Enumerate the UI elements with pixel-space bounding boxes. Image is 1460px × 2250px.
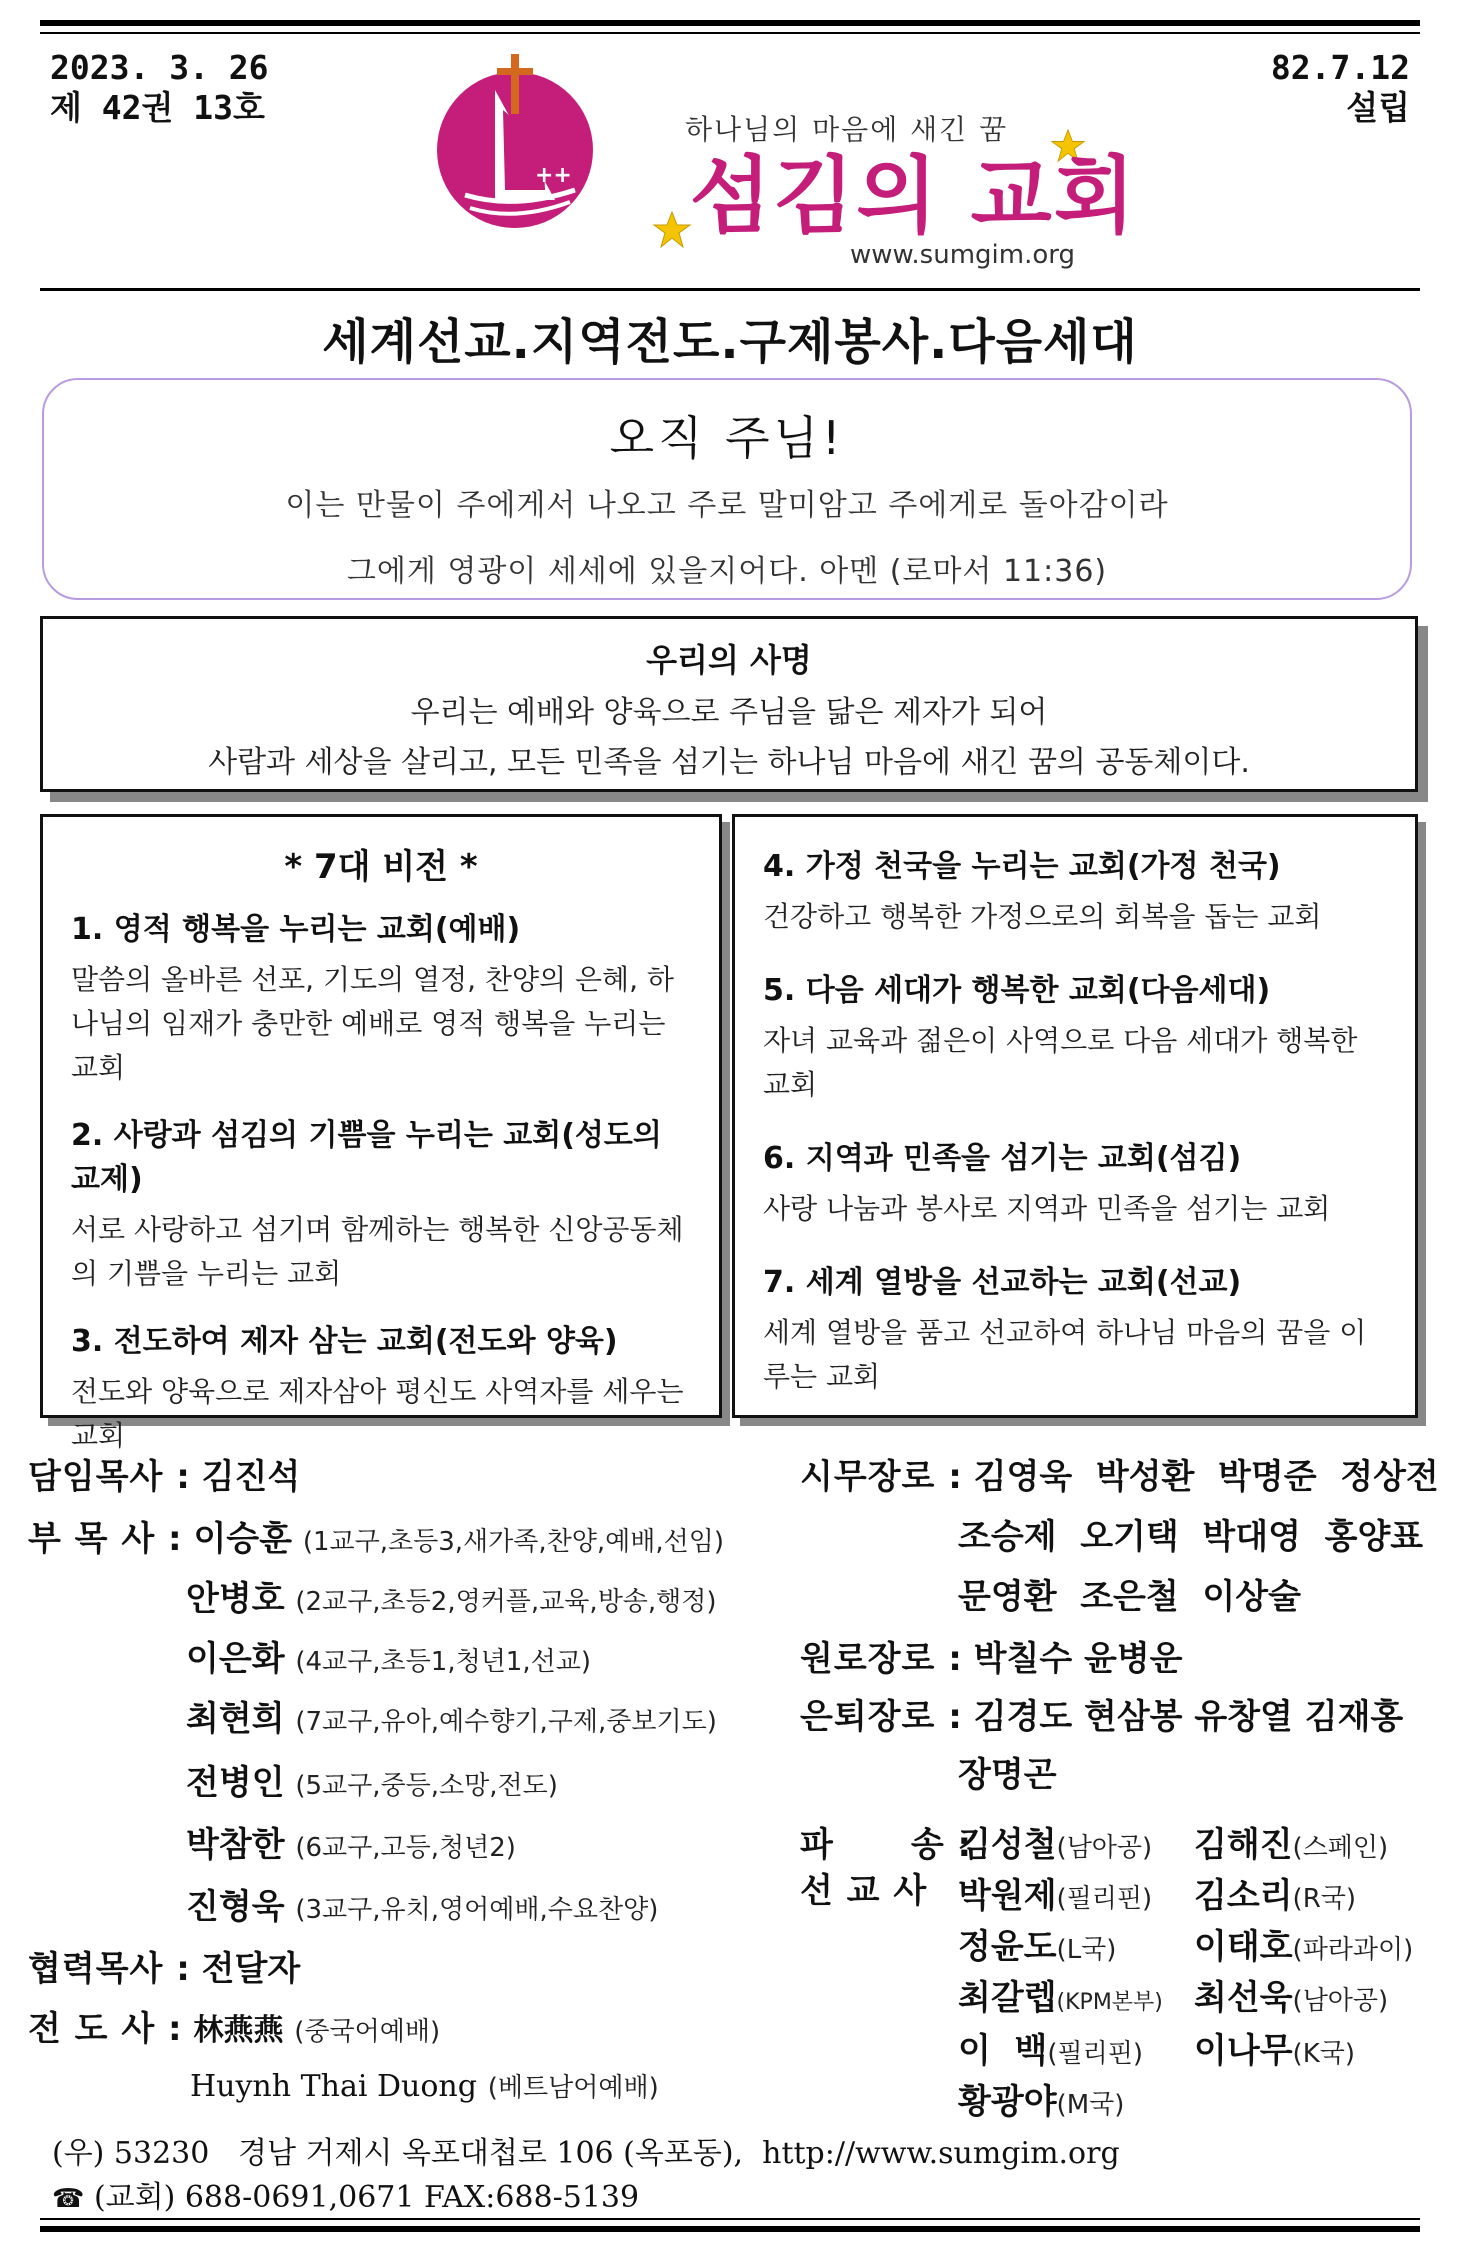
assoc-pastor-row [28,1579,788,1642]
vision-item-desc: 건강하고 행복한 가정으로의 회복을 돕는 교회 [763,900,1322,933]
mission-box [40,616,1418,792]
missionary-entry [958,1876,1194,1916]
vision-heading: * 7대 비전 * [284,847,478,887]
assoc-pastor-name: 이은화 [186,1639,285,1679]
elders-names: 조승제 오기택 박대영 홍양표 [958,1517,1424,1557]
senior-pastor-name: 김진석 [201,1457,301,1497]
missionary-country: (K국) [1292,2039,1355,2069]
honorary-elders-label: 원로장로 : [800,1639,963,1679]
verse-line-2: 그에게 영광이 세세에 있을지어다. 아멘 (로마서 11:36) [346,554,1108,589]
vision-item-title: 1. 영적 행복을 누리는 교회(예배) [71,912,521,947]
assoc-pastor-row [28,1825,788,1890]
elders-row [800,1517,1440,1580]
elders-names: 문영환 조은철 이상술 [958,1577,1301,1617]
vision-item-desc: 세계 열방을 품고 선교하여 하나님 마음의 꿈을 이루는 교회 [763,1316,1367,1393]
assoc-pastor-row [28,1639,788,1702]
elders-label: 시무장로 : [800,1457,963,1497]
vision-item-title: 5. 다음 세대가 행복한 교회(다음세대) [763,973,1271,1008]
evangelist-name: 林燕燕 [193,2013,284,2048]
vision-item-desc: 서로 사랑하고 섬기며 함께하는 행복한 신앙공동체의 기쁨을 누리는 교회 [71,1213,684,1290]
retired-elders-row [800,1755,1440,1828]
staff-right [800,1457,1440,2122]
logo-name: 섬김의 교회 [690,147,1137,245]
star-icon-left [652,210,692,250]
top-rule-thick [40,20,1420,26]
assoc-pastor-note: (6교구,고등,청년2) [295,1833,516,1863]
header-rule [40,288,1420,291]
missionary-country: (L국) [1056,1935,1117,1965]
evangelist-label: 전 도 사 : [28,2009,183,2049]
missionary-country: (필리핀) [1056,1884,1153,1914]
retired-elders-names: 김경도 현삼봉 유창열 김재홍 [973,1697,1404,1737]
church-logo-emblem [425,50,605,230]
missionary-entry [1194,2031,1448,2071]
assoc-pastor-name: 이승훈 [193,1519,292,1559]
evangelist-note: (베트남어예배) [487,2073,659,2103]
missionary-name: 최선욱 [1194,1978,1293,2018]
missionary-entry [1194,1876,1448,1916]
coop-pastor-label: 협력목사 : [28,1949,191,1989]
footer-phone: (교회) 688-0691,0671 FAX:688-5139 [93,2180,640,2215]
founded-date: 82.7.12 [1270,48,1410,87]
missionary-name: 김해진 [1194,1825,1293,1865]
vision-item-desc: 자녀 교육과 젊은이 사역으로 다음 세대가 행복한 교회 [763,1024,1358,1101]
vision-box-right [732,814,1418,1418]
missionary-entry [958,2031,1194,2071]
verse-title: 오직 주님! [609,411,845,465]
missionary-country: (KPM본부) [1056,1990,1163,2015]
assoc-pastor-row [28,1519,788,1582]
svg-text:++: ++ [535,163,572,188]
evangelist-name: Huynh Thai Duong [190,2069,477,2104]
founded-info [1210,48,1410,128]
missionary-country: (R국) [1292,1884,1357,1914]
bottom-rule-thick [40,2226,1420,2232]
elders-row [800,1577,1440,1642]
assoc-pastor-note: (3교구,유치,영어예배,수요찬양) [295,1895,659,1925]
missionary-entry [1194,1927,1448,1967]
missionary-name: 김성철 [958,1825,1057,1865]
missionary-country: (남아공) [1056,1833,1153,1863]
assoc-pastor-row [28,1763,788,1828]
missionary-name: 박원제 [958,1876,1057,1916]
vision-item [763,841,1387,939]
missionary-country: (M국) [1056,2090,1125,2120]
vision-item [763,965,1387,1107]
senior-pastor-row [28,1457,788,1522]
founded-label: 설립 [1346,88,1410,127]
staff-left [28,1457,788,2124]
vision-item-desc: 말씀의 올바른 선포, 기도의 열정, 찬양의 은혜, 하나님의 임재가 충만한 예배로 영적 행복을 누리는 교회 [71,963,674,1084]
elders-row [800,1457,1440,1520]
missionary-country: (스페인) [1292,1833,1389,1863]
vision-item-title: 6. 지역과 민족을 섬기는 교회(섬김) [763,1141,1242,1176]
coop-pastor-row [28,1949,788,2012]
vision-item-desc: 전도와 양육으로 제자삼아 평신도 사역자를 세우는 교회 [71,1375,684,1452]
retired-elders-row [800,1697,1440,1758]
assoc-pastor-note: (1교구,초등3,새가족,찬양,예배,선임) [302,1527,725,1557]
footer-address: (우) 53230 경남 거제시 옥포대첩로 106 (옥포동), http://www.sumgim.org [52,2136,1120,2171]
missionary-name: 김소리 [1194,1876,1293,1916]
assoc-pastor-row [28,1887,788,1952]
footer-phone-row [52,2172,639,2216]
vision-item-desc: 사랑 나눔과 봉사로 지역과 민족을 섬기는 교회 [763,1192,1331,1225]
verse-box [42,378,1412,600]
assoc-pastor-name: 최현희 [186,1699,285,1739]
missionary-name: 정윤도 [958,1927,1057,1967]
missionary-name: 이 백 [958,2031,1048,2071]
vision-item [71,1316,691,1458]
senior-pastor-label: 담임목사 : [28,1457,191,1497]
logo-url: www.sumgim.org [850,240,1075,270]
honorary-elders-row [800,1639,1440,1700]
vision-item-title: 4. 가정 천국을 누리는 교회(가정 천국) [763,849,1281,884]
missionaries-label-1: 파 송 : [800,1825,973,1865]
retired-elders-label: 은퇴장로 : [800,1697,963,1737]
assoc-pastor-note: (4교구,초등1,청년1,선교) [295,1647,591,1677]
mission-line-1: 우리는 예배와 양육으로 주님을 닮은 제자가 되어 [410,695,1048,730]
vision-item [71,1110,691,1296]
vision-item-title: 2. 사랑과 섬김의 기쁨을 누리는 교회(성도의 교제) [71,1118,662,1197]
missionary-name: 황광야 [958,2082,1057,2122]
top-rule-thin [40,32,1420,34]
assoc-pastor-note: (2교구,초등2,영커플,교육,방송,행정) [295,1587,717,1617]
slogan: 세계선교.지역전도.구제봉사.다음세대 [322,314,1138,370]
retired-elders-names: 장명곤 [958,1755,1057,1795]
missionary-name: 최갈렙 [958,1978,1057,2018]
missionaries-label-2: 선 교 사 [800,1871,928,1911]
vision-item-title: 7. 세계 열방을 선교하는 교회(선교) [763,1265,1242,1300]
missionary-entry [958,1978,1194,2020]
verse-line-1: 이는 만물이 주에게서 나오고 주로 말미암고 주에게로 돌아감이라 [285,488,1169,523]
missionary-country: (필리핀) [1047,2039,1144,2069]
assoc-pastor-name: 박참한 [186,1825,285,1865]
assoc-pastor-name: 안병호 [186,1579,285,1619]
evangelist-row [28,2068,788,2124]
coop-pastor-name: 전달자 [201,1949,301,1989]
assoc-pastor-label: 부 목 사 : [28,1519,183,1559]
vision-item [763,1257,1387,1399]
issue-volume: 제 42권 13호 [50,88,265,127]
assoc-pastor-name: 진형욱 [186,1887,285,1927]
assoc-pastor-name: 전병인 [186,1763,285,1803]
missionary-entry [958,2082,1194,2122]
missionaries-block [800,1825,1440,2122]
assoc-pastor-note: (5교구,중등,소망,전도) [295,1771,558,1801]
missionary-entry [1194,1825,1448,1865]
logo-tagline: 하나님의 마음에 새긴 꿈 [685,113,1009,146]
missionary-grid [958,1825,1448,2122]
evangelist-note: (중국어예배) [294,2017,441,2047]
issue-info [50,48,269,128]
elders-names: 김영욱 박성환 박명준 정상전 [973,1457,1439,1497]
assoc-pastor-note: (7교구,유아,예수향기,구제,중보기도) [295,1707,717,1737]
mission-title: 우리의 사명 [646,641,812,679]
phone-icon: ☎ [52,2184,85,2214]
missionary-country: (남아공) [1292,1986,1389,2016]
honorary-elders-names: 박칠수 윤병운 [973,1639,1183,1679]
missionary-entry [958,1927,1194,1967]
vision-box-left [40,814,722,1452]
mission-line-2: 사람과 세상을 살리고, 모든 민족을 섬기는 하나님 마음에 새긴 꿈의 공동체이다. [208,745,1250,780]
missionary-name: 이태호 [1194,1927,1293,1967]
vision-item [71,904,691,1090]
vision-item [763,1133,1387,1231]
bottom-rule-thin [40,2218,1420,2220]
vision-item-title: 3. 전도하여 제자 삼는 교회(전도와 양육) [71,1324,618,1359]
issue-date: 2023. 3. 26 [50,48,269,87]
missionary-name: 이나무 [1194,2031,1293,2071]
missionary-entry [958,1825,1194,1865]
missionary-entry [1194,1978,1448,2020]
assoc-pastor-row [28,1699,788,1766]
evangelist-row [28,2009,788,2068]
missionary-country: (파라과이) [1292,1935,1414,1965]
